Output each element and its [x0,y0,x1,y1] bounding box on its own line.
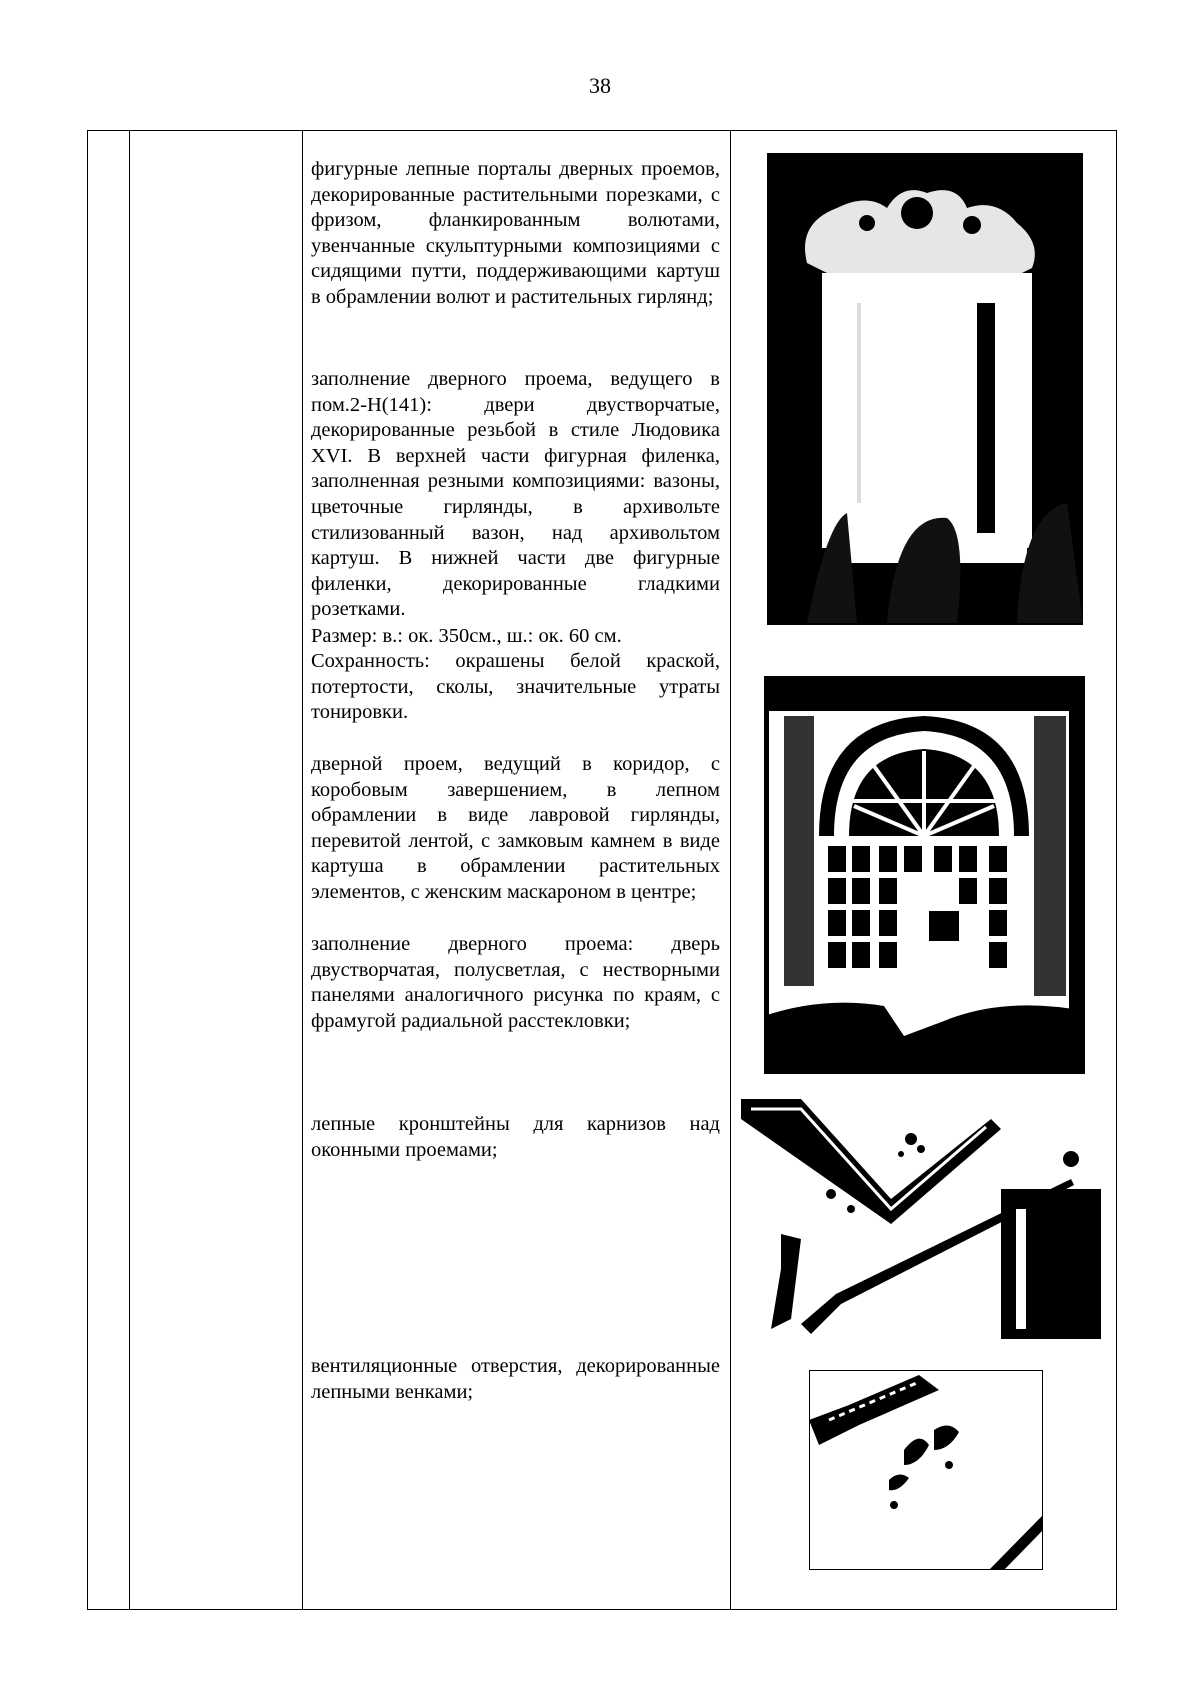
description-vents: вентиляционные отверстия, декорированные лепными венками; [311,1355,720,1403]
column-divider [730,131,731,1609]
description-doorway-filling: заполнение дверного проема: дверь двустворчатая, полусветлая, с нестворными панелями аналогичного рисунка по краям, с фрамугой радиальной расстекловки; [311,933,720,1032]
description-condition: Сохранность: окрашены белой краской, потертости, сколы, значительные утраты тонировки. [311,650,720,724]
portal-door-photo [767,153,1083,625]
arched-doorway-photo [764,676,1085,1074]
column-divider [302,131,303,1609]
description-door-filling: заполнение дверного проема, ведущего в пом.2-Н(141): двери двустворчатые, декорированные резьбой в стиле Людовика XVI. В верхней части фигурная филенка, заполненная резными композициями: вазоны, цветочные гирлянды, в архивольте стилизованный вазон, над архивольтом картуш. В нижней части две фигурные филенки, декорированные гладкими розетками. [311,368,720,621]
description-portals: фигурные лепные порталы дверных проемов, декорированные растительными порезками, с фризом, фланкированным волютами, увенчанные скульптурными композициями с сидящими путти, поддерживающими картуш в обрамлении волют и растительных гирлянд; [311,158,720,308]
vent-wreath-photo [809,1370,1043,1570]
cornice-brackets-photo [741,1099,1111,1347]
description-brackets: лепные кронштейны для карнизов над оконными проемами; [311,1113,720,1161]
description-size: Размер: в.: ок. 350см., ш.: ок. 60 см. [311,625,622,647]
page-number: 38 [589,73,611,98]
column-divider [129,131,130,1609]
description-doorway: дверной проем, ведущий в коридор, с коробовым завершением, в лепном обрамлении в виде лавровой гирлянды, перевитой лентой, с замковым камнем в виде картуша в обрамлении растительных элементов, с женским маскароном в центре; [311,753,720,903]
